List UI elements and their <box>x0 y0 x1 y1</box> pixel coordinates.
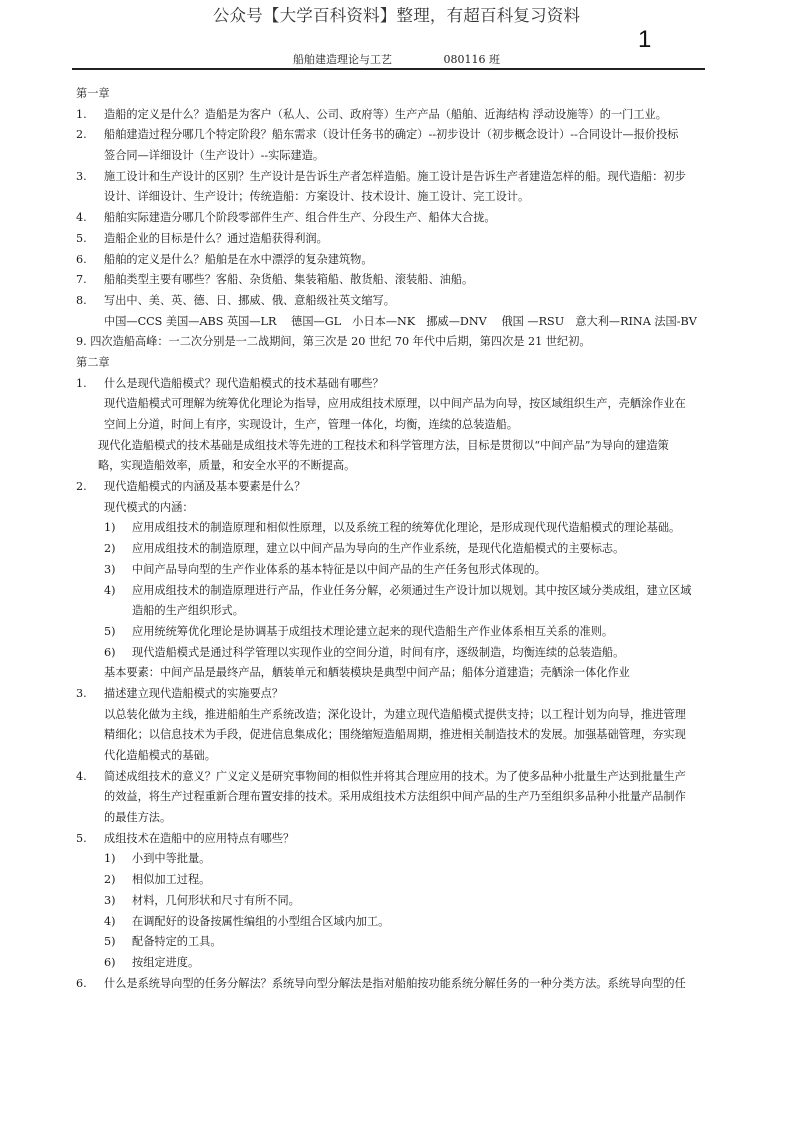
ch1-item-9: 9. 四次造船高峰：一二次分别是一二战期间，第三次是 20 世纪 70 年代中后期，第四次是 21 世纪初。 <box>76 335 591 349</box>
sub-text: 中间产品导向型的生产作业体系的基本特征是以中间产品的生产任务包形式体现的。 <box>132 562 546 576</box>
sub-text: 相似加工过程。 <box>132 873 211 887</box>
item-number: 5. <box>76 831 87 845</box>
ch2-q1 <box>76 374 736 395</box>
ch1-item-8 <box>76 291 736 312</box>
item-number: 4. <box>76 211 87 225</box>
question-text: 现代造船模式的内涵及基本要素是什么？ <box>104 480 306 494</box>
sub-text: 按组定进度。 <box>132 955 200 969</box>
sub-number: 3) <box>104 893 116 907</box>
ch1-item-2-cont: 签合同—详细设计（生产设计）--实际建造。 <box>104 149 325 163</box>
item-text: 什么是系统导向型的任务分解法？系统导向型分解法是指对船舶按功能系统分解任务的一种分类方法。系统导向型的任 <box>104 976 686 990</box>
ch2-q3-answer-cont-2: 代化造船模式的基础。 <box>104 749 216 762</box>
sub-number: 2) <box>104 873 116 887</box>
item-text: 造船企业的目标是什么？通过造船获得利润。 <box>104 231 328 245</box>
ch2-q5-sub-5 <box>76 932 736 953</box>
sub-text: 应用成组技术的制造原理和相似性原理，以及系统工程的统筹优化理论，是形成现代现代造船模式的理论基础。 <box>132 521 681 535</box>
class-code: 080116 班 <box>443 53 500 66</box>
sub-text: 在调配好的设备按属性编组的小型组合区域内加工。 <box>132 914 390 928</box>
ch2-q2-sub-3 <box>76 560 736 581</box>
ch1-item-3 <box>76 167 736 188</box>
item-number: 1. <box>76 107 87 121</box>
ch1-item-3-cont: 设计、详细设计、生产设计；传统造船：方案设计、技术设计、施工设计、完工设计。 <box>104 190 530 204</box>
item-number: 6. <box>76 252 87 266</box>
question-text: 描述建立现代造船模式的实施要点？ <box>104 686 284 700</box>
ch2-q2-sub-1 <box>76 518 736 539</box>
sub-text: 配备特定的工具。 <box>132 935 222 949</box>
item-text: 船舶类型主要有哪些？客船、杂货船、集装箱船、散货船、滚装船、油船。 <box>104 273 474 287</box>
ch2-q5-sub-1 <box>76 849 736 870</box>
ch2-q2-sub-5 <box>76 622 736 643</box>
ch1-item-7 <box>76 270 736 291</box>
ch2-q4-cont-1: 的效益，将生产过程重新合理布置安排的技术。采用成组技术方法组织中间产品的生产乃至组织多品种小批量产品制作 <box>104 790 686 804</box>
sub-number: 6) <box>104 645 116 659</box>
ch2-q5 <box>76 829 736 850</box>
chapter-1-heading: 第一章 <box>76 87 110 100</box>
item-number: 5. <box>76 231 87 245</box>
item-text: 施工设计和生产设计的区别？生产设计是告诉生产者怎样造船。施工设计是告诉生产者建造怎样的船。现代造船：初步 <box>104 169 686 183</box>
sub-number: 4) <box>104 583 116 597</box>
sub-text: 小到中等批量。 <box>132 852 211 866</box>
page-number: 1 <box>638 26 652 53</box>
ch2-q2-elements: 基本要素：中间产品是最终产品，舾装单元和舾装模块是典型中间产品；船体分道建造；壳舾涂一体化作业 <box>104 666 630 680</box>
ch2-q1-basis-cont: 略，实现造船效率，质量，和安全水平的不断提高。 <box>98 459 356 473</box>
course-title: 船舶建造理论与工艺 <box>293 53 392 66</box>
ch2-q5-sub-6 <box>76 953 736 974</box>
item-number: 7. <box>76 273 87 287</box>
ch2-q3-answer-cont-1: 精细化；以信息技术为手段，促进信息集成化；围绕缩短造船周期，推进相关制造技术的发展。加强基础管理，夯实现 <box>104 728 686 742</box>
ch2-q2 <box>76 477 736 498</box>
question-text: 成组技术在造船中的应用特点有哪些？ <box>104 831 295 845</box>
watermark-banner: 公众号【大学百科资料】整理，有超百科复习资料 <box>212 6 581 25</box>
sub-number: 1) <box>104 852 116 866</box>
ch2-q5-sub-4 <box>76 912 736 933</box>
sub-text: 应用成组技术的制造原理，建立以中间产品为导向的生产作业系统，是现代化造船模式的主要标志。 <box>132 542 625 556</box>
sub-text: 应用统统筹优化理论是协调基于成组技术理论建立起来的现代造船生产作业体系相互关系的准则。 <box>132 624 614 638</box>
item-text: 简述成组技术的意义？广义定义是研究事物间的相似性并将其合理应用的技术。为了使多品种小批量生产达到批量生产 <box>104 769 686 783</box>
item-text: 船舶建造过程分哪几个特定阶段？船东需求（设计任务书的确定）--初步设计（初步概念设计）--合同设计—报价投标 <box>104 128 679 142</box>
ch2-q3 <box>76 684 736 705</box>
item-number: 6. <box>76 976 87 990</box>
sub-text: 应用成组技术的制造原理进行产品，作业任务分解，必须通过生产设计加以规划。其中按区域分类成组，建立区域 <box>132 583 692 597</box>
ch1-item-4 <box>76 208 736 229</box>
sub-number: 4) <box>104 914 116 928</box>
sub-text: 材料，几何形状和尺寸有所不同。 <box>132 893 300 907</box>
ch2-q2-sub-6 <box>76 643 736 664</box>
item-number: 1. <box>76 376 87 390</box>
sub-number: 1) <box>104 521 116 535</box>
item-text: 造船的定义是什么？造船是为客户（私人、公司、政府等）生产产品（船舶、近海结构 浮动设施等）的一门工业。 <box>104 107 667 121</box>
sub-number: 2) <box>104 542 116 556</box>
sub-number: 3) <box>104 562 116 576</box>
item-number: 2. <box>76 480 87 494</box>
sub-number: 5) <box>104 624 116 638</box>
item-number: 8. <box>76 293 87 307</box>
ch2-q4-cont-2: 的最佳方法。 <box>104 811 172 825</box>
ch2-q1-answer-cont: 空间上分道，时间上有序，实现设计，生产，管理一体化，均衡，连续的总装造船。 <box>104 418 518 431</box>
running-header <box>0 51 793 67</box>
ch2-q2-sub-4 <box>76 581 736 602</box>
ch2-q5-sub-3 <box>76 891 736 912</box>
ch1-item-6 <box>76 250 736 271</box>
ch2-q1-basis: 现代化造船模式的技术基础是成组技术等先进的工程技术和科学管理方法，目标是贯彻以“中间产品”为导向的建造策 <box>98 438 669 452</box>
ch1-item-5 <box>76 229 736 250</box>
sub-number: 6) <box>104 955 116 969</box>
ch2-q4 <box>76 767 736 788</box>
question-text: 什么是现代造船模式？现代造船模式的技术基础有哪些？ <box>104 376 384 390</box>
ch2-q5-sub-2 <box>76 870 736 891</box>
ch2-q2-intro: 现代模式的内涵： <box>104 500 194 514</box>
ch2-q1-answer: 现代造船模式可理解为统筹优化理论为指导，应用成组技术原理，以中间产品为向导，按区域组织生产，壳舾涂作业在 <box>104 397 686 411</box>
sub-number: 5) <box>104 935 116 949</box>
item-number: 4. <box>76 769 87 783</box>
header-rule <box>72 68 705 70</box>
item-text: 船舶实际建造分哪几个阶段零部件生产、组合件生产、分段生产、船体大合拢。 <box>104 211 496 225</box>
ch2-q3-answer: 以总装化做为主线，推进船舶生产系统改造；深化设计，为建立现代造船模式提供支持；以工程计划为向导，推进管理 <box>104 707 686 721</box>
item-text: 写出中、美、英、德、日、挪威、俄、意船级社英文缩写。 <box>104 293 395 307</box>
ch1-item-2 <box>76 125 736 146</box>
chapter-2-heading: 第二章 <box>76 355 110 369</box>
item-number: 3. <box>76 169 87 183</box>
ch1-item-1 <box>76 105 736 126</box>
ch2-q6 <box>76 974 736 995</box>
ch2-q2-sub-2 <box>76 539 736 560</box>
sub-text: 现代造船模式是通过科学管理以实现作业的空间分道，时间有序，逐级制造，均衡连续的总装造船。 <box>132 645 625 659</box>
classification-society-list: 中国—CCS 美国—ABS 英国—LR 德国—GL 小日本—NK 挪威—DNV 俄国 —RSU 意大利—RINA 法国-BV <box>104 314 697 328</box>
ch2-q2-sub-4-cont: 造船的生产组织形式。 <box>132 604 244 618</box>
document-body <box>76 84 736 994</box>
item-number: 2. <box>76 128 87 142</box>
item-text: 船舶的定义是什么？船舶是在水中漂浮的复杂建筑物。 <box>104 252 373 266</box>
item-number: 3. <box>76 686 87 700</box>
